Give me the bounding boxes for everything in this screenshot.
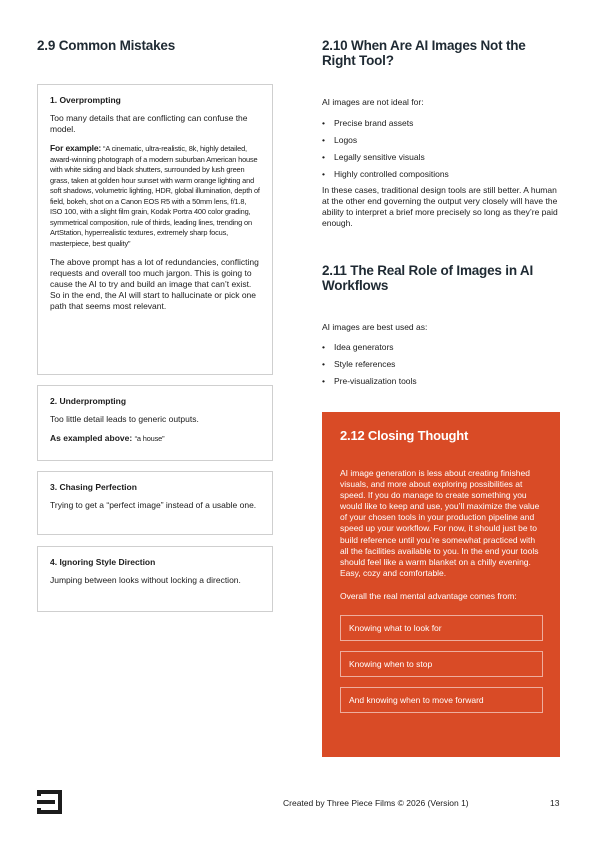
not-ideal-list [322, 118, 560, 186]
mistake-card-title: 1. Overprompting [50, 95, 121, 105]
mistake-card-underprompting [37, 385, 273, 461]
mistake-card-example [50, 143, 260, 249]
closing-thought-panel [322, 412, 560, 757]
mistake-card-ignoring-style [37, 546, 273, 612]
best-used-list [322, 342, 560, 393]
page-number: 13 [550, 798, 560, 808]
three-piece-films-logo-icon [37, 790, 62, 814]
mistake-card-overprompting [37, 84, 273, 375]
example-label: As exampled above: [50, 433, 133, 443]
section-heading-not-right-tool: 2.10 When Are AI Images Not the Right Tool? [322, 38, 526, 68]
list-item: • Style references [322, 359, 560, 376]
example-label: For example: [50, 143, 102, 153]
list-item: • Idea generators [322, 342, 560, 359]
advantage-box: Knowing what to look for [340, 615, 543, 641]
best-used-intro: AI images are best used as: [322, 322, 428, 332]
section-heading-real-role: 2.11 The Real Role of Images in AI Workflows [322, 263, 534, 293]
advantage-box: Knowing when to stop [340, 651, 543, 677]
mistake-card-intro: Too little detail leads to generic outputs. [50, 414, 199, 424]
mistake-card-title: 3. Chasing Perfection [50, 482, 137, 492]
mistake-card-intro: Trying to get a “perfect image” instead of a usable one. [50, 500, 257, 510]
list-item: • Legally sensitive visuals [322, 152, 560, 169]
closing-thought-lead: Overall the real mental advantage comes from: [340, 590, 517, 601]
list-item: • Pre-visualization tools [322, 376, 560, 393]
mistake-card-title: 4. Ignoring Style Direction [50, 557, 156, 567]
closing-thought-heading: 2.12 Closing Thought [340, 428, 469, 443]
advantage-box: And knowing when to move forward [340, 687, 543, 713]
mistake-card-chasing-perfection [37, 471, 273, 535]
list-item: • Precise brand assets [322, 118, 560, 135]
list-item: • Logos [322, 135, 560, 152]
mistake-card-intro: Jumping between looks without locking a direction. [50, 575, 241, 585]
mistake-card-example [50, 433, 260, 445]
mistake-card-explanation: The above prompt has a lot of redundancies, conflicting requests and overall too much jargon. This is going to cause the AI to try and build an image that can’t exist. So in the end, the AI will start to hallucinate or pick one path that seems most relevant. [50, 257, 259, 311]
example-prompt-text: “a house” [134, 434, 165, 443]
closing-thought-body: AI image generation is less about creating finished visuals, and more about exploring possibilities at speed. If you do manage to create something you would like to keep and use, you’ll maximize the value of your chosen tools in your production pipeline and speed up your workflow. For now, it should just be to build reference until you’re somewhat practiced with all the facilities available to you. In the end your tools should feel like a warm blanket on a chilly evening. Easy, cozy and comfortable. [340, 468, 540, 578]
not-ideal-outro: In these cases, traditional design tools are still better. A human at the other end governing the output very closely will have the ability to interpret a brief more precisely so long as they’re paid enough. [322, 185, 558, 228]
section-heading-common-mistakes: 2.9 Common Mistakes [37, 38, 175, 53]
example-prompt-text: “A cinematic, ultra-realistic, 8k, highly detailed, award-winning photograph of a modern suburban American house with white siding and black shutters, surrounded by lush green grass, taken at golden hour sunset with warm orange lighting and soft shadows, volumetric lighting, HDR, global illumination, depth of field, bokeh, shot on a Canon EOS R5 with a 50mm lens, f/1.8, ISO 100, with a slight film grain, Kodak Portra 400 color grading, symmetrical composition, rule of thirds, leading lines, trending on ArtStation, hyperrealistic textures, extremely sharp focus, masterpiece, best quality” [50, 144, 260, 248]
mistake-card-intro: Too many details that are conflicting can confuse the model. [50, 113, 248, 134]
list-item: • Highly controlled compositions [322, 169, 560, 186]
footer-credit: Created by Three Piece Films © 2026 (Version 1) [283, 798, 469, 808]
left-column [37, 38, 273, 585]
mistake-card-title: 2. Underprompting [50, 396, 127, 406]
not-ideal-intro: AI images are not ideal for: [322, 97, 424, 107]
